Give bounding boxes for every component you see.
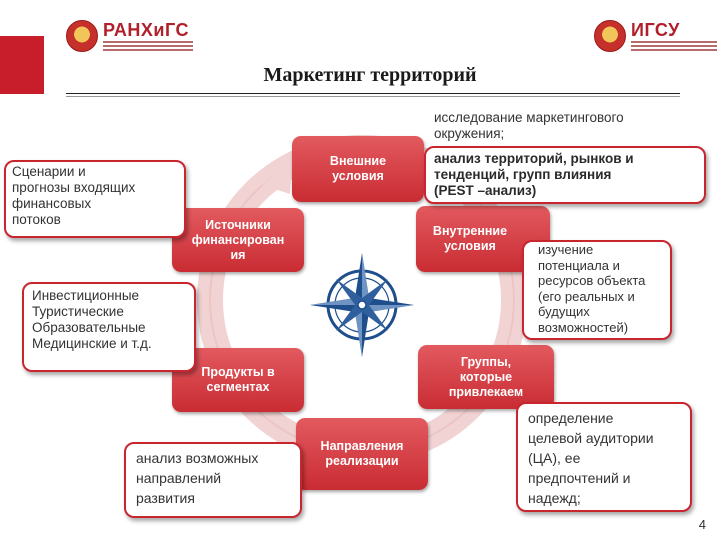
node-segment-products: Продукты в сегментах [172,348,304,412]
node-funding-sources: Источники финансирован ия [172,208,304,272]
node-external-conditions: Внешние условия [292,136,424,202]
node-internal-conditions: Внутренние условия [416,206,550,272]
callout-potential-study: изучение потенциала и ресурсов объекта (его реальных и будущих возможностей) [522,240,672,340]
page-title: Маркетинг территорий [263,64,477,86]
text-environment-research: исследование маркетингового окружения; [434,110,624,141]
node-target-groups: Группы, которые привлекаем [418,345,554,409]
callout-target-audience: определение целевой аудитории (ЦА), ее предпочтений и надежд; [516,402,692,512]
node-implementation-directions: Направления реализации [296,418,428,490]
compass-rose-icon [310,253,414,357]
callout-development-directions: анализ возможных направлений развития [124,442,302,518]
page-number: 4 [698,517,706,532]
logo-igsu-name: ИГСУ [631,20,680,40]
callout-investment-types: Инвестиционные Туристические Образовательные Медицинские и т.д. [22,282,196,372]
callout-scenarios: Сценарии и прогнозы входящих финансовых потоков [4,160,186,238]
logo-ranepa-name: РАНХиГС [103,20,189,40]
callout-pest-analysis: анализ территорий, рынков и тенденций, групп влияния (PEST –анализ) [424,146,706,204]
